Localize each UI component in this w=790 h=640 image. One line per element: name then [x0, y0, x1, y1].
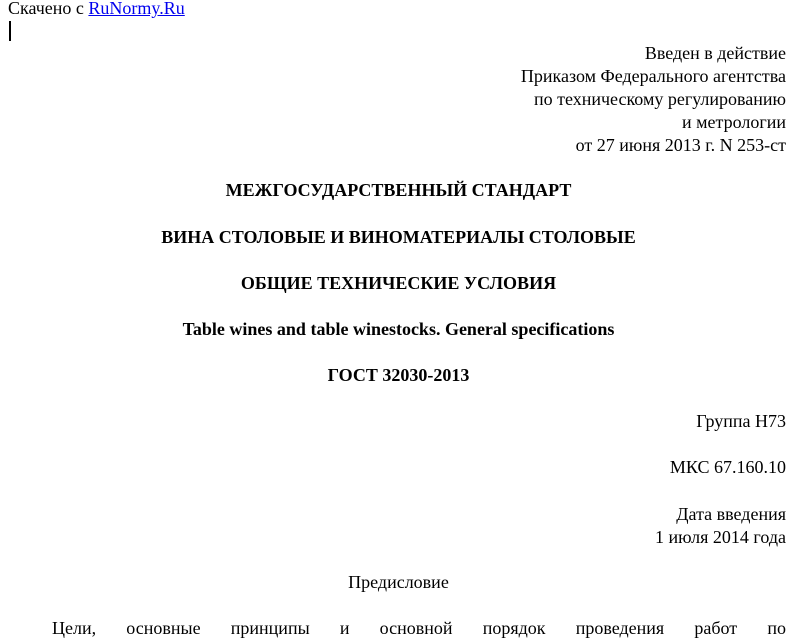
enactment-block: [521, 42, 786, 157]
enactment-line: по техническому регулированию: [533, 89, 786, 109]
foreword-paragraph: Цели, основные принципы и основной порядок проведения работ по: [52, 618, 786, 638]
gost-number: ГОСТ 32030-2013: [327, 365, 470, 385]
enactment-line: Введен в действие: [644, 43, 786, 63]
english-title: Table wines and table winestocks. General specifications: [182, 319, 615, 339]
text-cursor: [9, 21, 11, 41]
enactment-line: от 27 июня 2013 г. N 253-ст: [575, 135, 786, 155]
enactment-line: и метрологии: [682, 112, 786, 132]
standard-type-title: МЕЖГОСУДАРСТВЕННЫЙ СТАНДАРТ: [225, 180, 572, 200]
standard-subname-title: ОБЩИЕ ТЕХНИЧЕСКИЕ УСЛОВИЯ: [240, 273, 557, 293]
enactment-line: Приказом Федерального агентства: [520, 66, 786, 86]
foreword-heading: Предисловие: [348, 572, 449, 592]
download-source-line: [8, 0, 185, 20]
download-prefix: Скачено с: [8, 0, 89, 18]
intro-date-label: Дата введения: [676, 504, 786, 524]
group-code: Группа Н73: [696, 411, 786, 431]
mks-code: МКС 67.160.10: [669, 457, 786, 477]
intro-date: 1 июля 2014 года: [655, 527, 786, 547]
runormy-link[interactable]: RuNormy.Ru: [88, 0, 185, 18]
standard-name-title: ВИНА СТОЛОВЫЕ И ВИНОМАТЕРИАЛЫ СТОЛОВЫЕ: [161, 227, 636, 247]
